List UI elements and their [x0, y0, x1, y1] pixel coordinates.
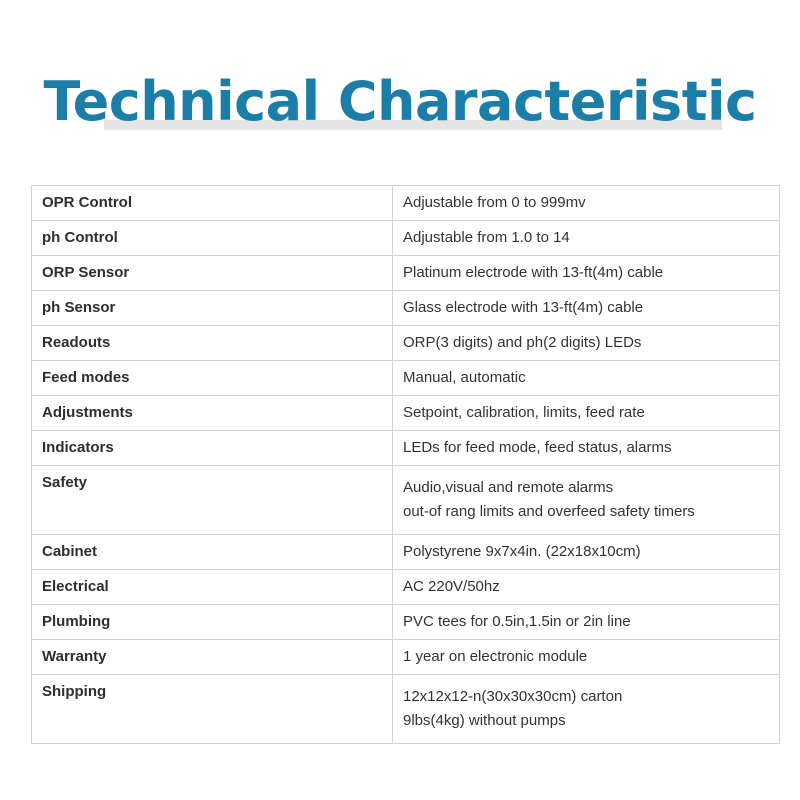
spec-row	[32, 256, 780, 291]
spec-value	[393, 675, 780, 744]
spec-label: OPR Control	[32, 186, 393, 221]
spec-value-line: Adjustable from 0 to 999mv	[403, 194, 586, 211]
spec-row	[32, 675, 780, 744]
spec-label: Plumbing	[32, 605, 393, 640]
spec-label: ORP Sensor	[32, 256, 393, 291]
spec-row	[32, 291, 780, 326]
spec-label: ph Control	[32, 221, 393, 256]
spec-value-line: AC 220V/50hz	[403, 578, 500, 595]
spec-value-line: Glass electrode with 13-ft(4m) cable	[403, 299, 644, 316]
spec-value-line: 9lbs(4kg) without pumps	[403, 712, 566, 729]
spec-table	[31, 185, 780, 744]
spec-value	[393, 431, 780, 466]
spec-label: Warranty	[32, 640, 393, 675]
spec-table-body	[32, 186, 780, 744]
spec-value-line: 1 year on electronic module	[403, 648, 588, 665]
spec-value-line: Manual, automatic	[403, 369, 526, 386]
spec-row	[32, 361, 780, 396]
spec-label: Cabinet	[32, 535, 393, 570]
spec-value	[393, 221, 780, 256]
spec-value-line: Polystyrene 9x7x4in. (22x18x10cm)	[403, 543, 641, 560]
spec-row	[32, 396, 780, 431]
spec-value-line: Adjustable from 1.0 to 14	[403, 229, 570, 246]
spec-value	[393, 361, 780, 396]
spec-row	[32, 221, 780, 256]
spec-row	[32, 640, 780, 675]
spec-value	[393, 570, 780, 605]
spec-row	[32, 605, 780, 640]
spec-value	[393, 605, 780, 640]
spec-row	[32, 535, 780, 570]
page-header	[0, 64, 800, 144]
spec-value-line: Platinum electrode with 13-ft(4m) cable	[403, 264, 664, 281]
spec-value	[393, 326, 780, 361]
spec-label: Feed modes	[32, 361, 393, 396]
spec-value	[393, 466, 780, 535]
spec-row	[32, 570, 780, 605]
spec-value	[393, 640, 780, 675]
spec-label: Readouts	[32, 326, 393, 361]
spec-value	[393, 535, 780, 570]
spec-value-line: LEDs for feed mode, feed status, alarms	[403, 439, 672, 456]
spec-value	[393, 186, 780, 221]
spec-label: Shipping	[32, 675, 393, 744]
spec-value-line: ORP(3 digits) and ph(2 digits) LEDs	[403, 334, 642, 351]
spec-value-line: 12x12x12-n(30x30x30cm) carton	[403, 688, 623, 705]
spec-label: Adjustments	[32, 396, 393, 431]
spec-value	[393, 291, 780, 326]
spec-value-line: Setpoint, calibration, limits, feed rate	[403, 404, 645, 421]
spec-value-line: out-of rang limits and overfeed safety timers	[403, 503, 695, 520]
spec-label: Indicators	[32, 431, 393, 466]
spec-value-line: Audio,visual and remote alarms	[403, 479, 614, 496]
spec-row	[32, 431, 780, 466]
spec-value	[393, 396, 780, 431]
spec-value-line: PVC tees for 0.5in,1.5in or 2in line	[403, 613, 631, 630]
spec-row	[32, 326, 780, 361]
spec-row	[32, 466, 780, 535]
spec-label: Safety	[32, 466, 393, 535]
spec-row	[32, 186, 780, 221]
spec-label: ph Sensor	[32, 291, 393, 326]
spec-label: Electrical	[32, 570, 393, 605]
page-title: Technical Characteristic	[43, 70, 757, 133]
spec-value	[393, 256, 780, 291]
